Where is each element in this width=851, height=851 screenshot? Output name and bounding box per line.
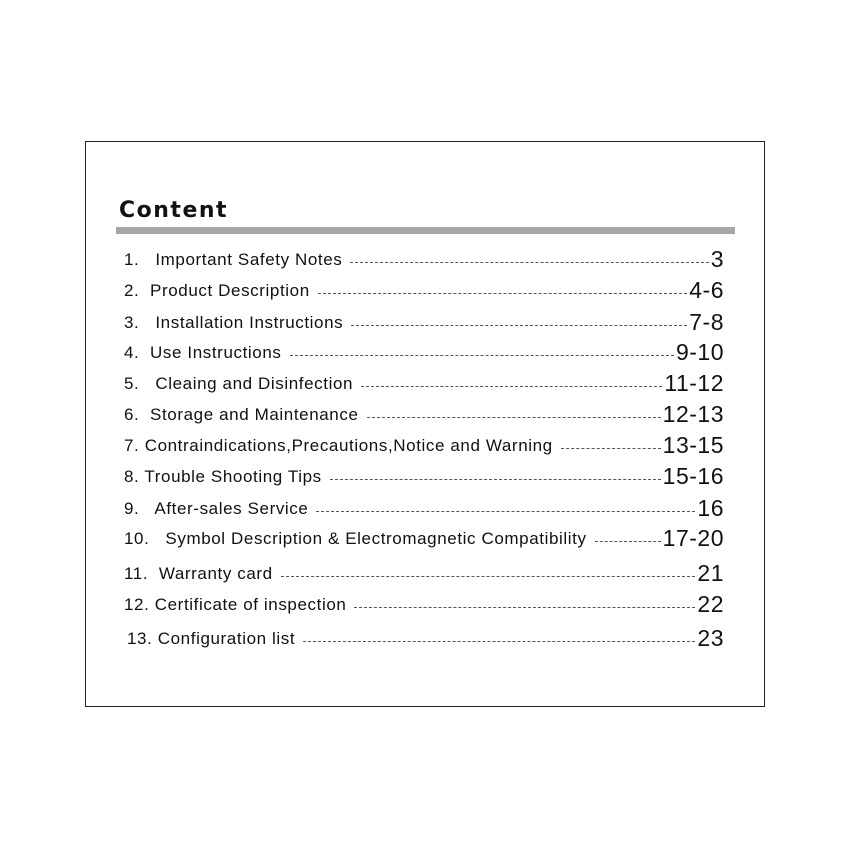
toc-entry-label: 8. Trouble Shooting Tips (124, 467, 322, 486)
toc-entry-label: 12. Certificate of inspection (124, 595, 347, 614)
toc-entry (124, 308, 724, 334)
toc-entry-page: 11-12 (664, 370, 724, 396)
toc-entry (124, 276, 724, 302)
dotted-leader (595, 541, 661, 542)
toc-entry-label: 5. Cleaing and Disinfection (124, 374, 354, 393)
toc-entry-page: 23 (697, 625, 724, 651)
toc-entry-page: 17-20 (662, 525, 724, 551)
dotted-leader (303, 641, 695, 642)
toc-entry-label: 7. Contraindications,Precautions,Notice and Warning (124, 436, 553, 455)
toc-entry-label: 3. Installation Instructions (124, 313, 344, 332)
toc-entry (124, 590, 724, 616)
toc-entry (124, 338, 724, 364)
toc-entry-label: 6. Storage and Maintenance (124, 405, 359, 424)
toc-entry-page: 21 (697, 560, 724, 586)
dotted-leader (281, 576, 696, 577)
toc-entry (124, 524, 724, 550)
toc-entry-label: 1. Important Safety Notes (124, 250, 343, 269)
dotted-leader (290, 355, 674, 356)
toc-entry (124, 462, 724, 488)
dotted-leader (318, 293, 687, 294)
toc-entry-page: 7-8 (689, 309, 724, 335)
toc-entry (127, 624, 724, 650)
toc-entry-page: 3 (710, 246, 724, 272)
toc-entry (124, 559, 724, 585)
dotted-leader (351, 325, 687, 326)
dotted-leader (367, 417, 661, 418)
content-title: Content (119, 198, 229, 223)
toc-entry-page: 16 (697, 495, 724, 521)
dotted-leader (561, 448, 661, 449)
toc-entry (124, 369, 724, 395)
toc-entry-page: 13-15 (662, 432, 724, 458)
toc-entry (124, 245, 724, 271)
toc-entry-page: 12-13 (662, 401, 724, 427)
toc-entry-page: 15-16 (662, 463, 724, 489)
toc-entry-label: 11. Warranty card (124, 564, 273, 583)
toc-entry-page: 9-10 (675, 339, 724, 365)
toc-entry-page: 22 (697, 591, 724, 617)
dotted-leader (354, 607, 695, 608)
toc-entry (124, 431, 724, 457)
dotted-leader (361, 386, 662, 387)
toc-entry-label: 13. Configuration list (127, 629, 296, 648)
dotted-leader (330, 479, 661, 480)
toc-entry-label: 10. Symbol Description & Electromagnetic Compatibility (124, 529, 587, 548)
dotted-leader (350, 262, 708, 263)
dotted-leader (316, 511, 695, 512)
toc-entry (124, 494, 724, 520)
toc-entry-label: 2. Product Description (124, 281, 310, 300)
toc-entry-label: 9. After-sales Service (124, 499, 309, 518)
toc-entry (124, 400, 724, 426)
toc-entry-page: 4-6 (689, 277, 724, 303)
toc-entry-label: 4. Use Instructions (124, 343, 282, 362)
